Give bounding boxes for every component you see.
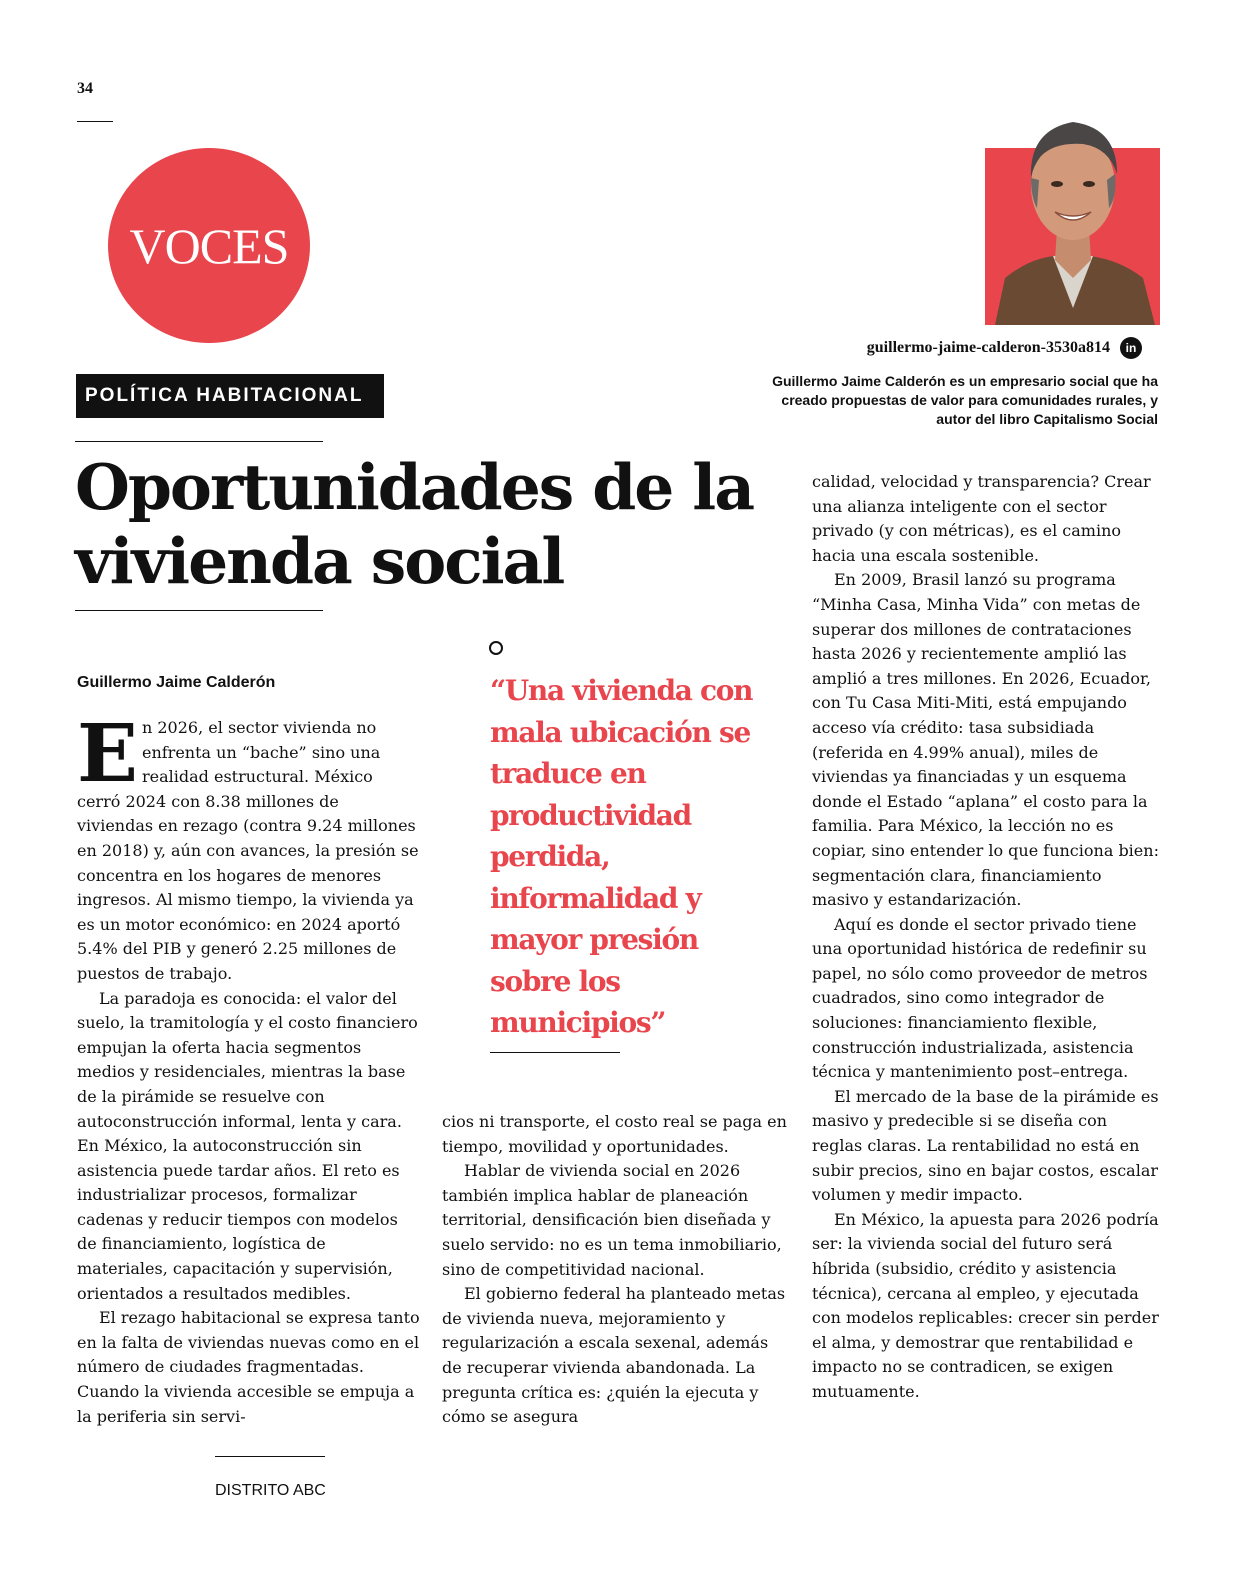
body-paragraph: En 2026, el sector vivienda no enfrenta un “bache” sino una realidad estructural. México cerró 2024 con 8.38 millones de viviendas en rezago (contra 9.24 millones en 2018) y, aún con avances, la presión se concentra en los hogares de menores ingresos. Al mismo tiempo, la vivienda ya es un motor económico: en 2024 aportó 5.4% del PIB y generó 2.25 millones de puestos de trabajo. (77, 706, 419, 983)
author-photo (985, 108, 1160, 325)
quote-circle-icon (489, 641, 503, 655)
author-handle[interactable]: guillermo-jaime-calderon-3530a814 (866, 339, 1110, 356)
body-column-2 (442, 1110, 787, 1430)
body-paragraph: cios ni transporte, el costo real se paga en tiempo, movilidad y oportunidades. (442, 1112, 787, 1156)
linkedin-icon[interactable]: in (1120, 337, 1142, 359)
body-paragraph: El rezago habitacional se expresa tanto en la falta de viviendas nuevas como en el número de ciudades fragmentadas. Cuando la vivienda accesible se empuja a la periferia sin servi- (77, 1308, 420, 1426)
body-paragraph: Hablar de vivienda social en 2026 también implica hablar de planeación territorial, densificación bien diseñada y suelo servido: no es un tema inmobiliario, sino de competitividad nacional. (442, 1161, 782, 1279)
body-paragraph: En México, la apuesta para 2026 podría ser: la vivienda social del futuro será híbrida (subsidio, crédito y asistencia técnica), cercana al empleo, y ejecutada con modelos replicables: crecer sin perder el alma, y demostrar que rentabilidad e impacto no se contradicen, se exigen mutuamente. (812, 1209, 1159, 1401)
headline-top-rule (75, 441, 323, 442)
body-paragraph: El mercado de la base de la pirámide es masivo y predecible si se diseña con reglas claras. La rentabilidad no está en subir precios, sino en bajar costos, escalar volumen y medir impacto. (812, 1086, 1159, 1205)
section-tag: POLÍTICA HABITACIONAL (76, 374, 384, 418)
voces-badge-label: VOCES (129, 217, 289, 274)
voces-badge (108, 148, 310, 343)
pull-quote-rule (490, 1052, 620, 1053)
author-bio: Guillermo Jaime Calderón es un empresario social que ha creado propuestas de valor para comunidades rurales, y autor del libro Capitalismo Social (772, 373, 1158, 427)
byline: Guillermo Jaime Calderón (77, 674, 276, 691)
page-number: 34 (77, 80, 93, 97)
page-number-rule (77, 121, 113, 122)
footer-label: DISTRITO ABC (215, 1482, 326, 1499)
pull-quote: “Una vivienda con mala ubicación se traduce en productividad perdida, informalidad y mayor presión sobre los municipios” (490, 674, 753, 1039)
body-paragraph: En 2009, Brasil lanzó su programa “Minha Casa, Minha Vida” con metas de superar dos millones de contrataciones hasta 2026 y recientemente amplió las amplió a tres millones. En 2026, Ecuador, con Tu Casa Miti-Miti, está empujando acceso vía crédito: tasa subsidiada (referida en 4.99% anual), miles de viviendas ya financiadas y un esquema donde el Estado “aplana” el costo para la familia. Para México, la lección no es copiar, sino entender lo que funciona bien: segmentación clara, financiamiento masivo y estandarización. (812, 570, 1159, 910)
body-paragraph: El gobierno federal ha planteado metas de vivienda nueva, mejoramiento y regularización a escala sexenal, además de recuperar vivienda abandonada. La pregunta crítica es: ¿quién la ejecuta y cómo se asegura (442, 1284, 786, 1427)
headline-bottom-rule (75, 610, 323, 611)
body-paragraph: La paradoja es conocida: el valor del suelo, la tramitología y el costo financiero empujan la oferta hacia segmentos medios y residenciales, mientras la base de la pirámide se resuelve con autoconstrucción informal, lenta y cara. En México, la autoconstrucción sin asistencia puede tardar años. El reto es industrializar procesos, formalizar cadenas y reducir tiempos con modelos de financiamiento, logística de materiales, capacitación y supervisión, orientados a resultados medibles. (77, 988, 418, 1303)
body-paragraph: Aquí es donde el sector privado tiene una oportunidad histórica de redefinir su papel, no sólo como proveedor de metros cuadrados, sino como integrador de soluciones: financiamiento flexible, construcción industrializada, asistencia técnica y mantenimiento post–entrega. (812, 914, 1148, 1082)
headline: Oportunidades de la vivienda social (75, 450, 754, 598)
body-column-3 (812, 470, 1160, 1405)
drop-cap: E (77, 706, 138, 800)
author-handle-row (867, 337, 1142, 359)
body-paragraph: calidad, velocidad y transparencia? Crear una alianza inteligente con el sector privado (y con métricas), es el camino hacia una escala sostenible. (812, 472, 1151, 565)
body-column-1 (77, 706, 420, 1429)
footer-rule (215, 1456, 325, 1457)
